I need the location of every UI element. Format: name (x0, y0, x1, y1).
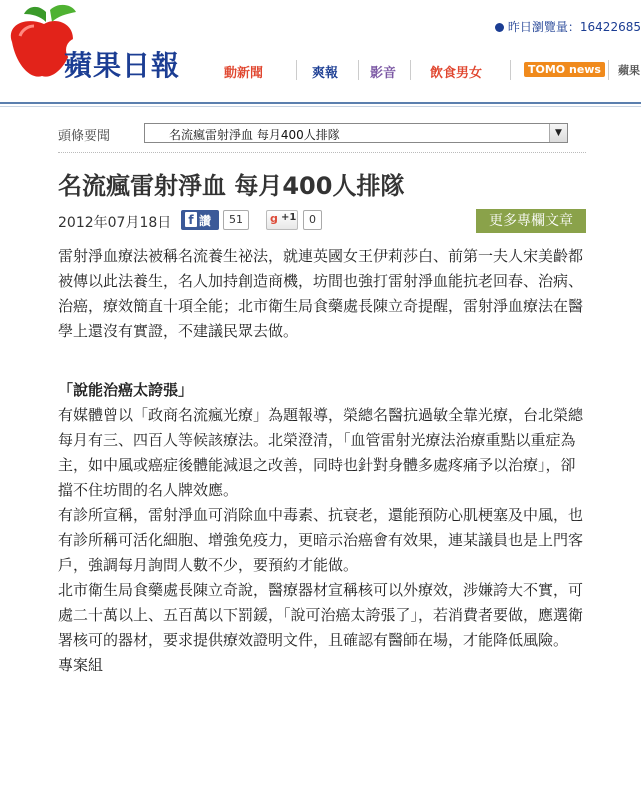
site-header (0, 0, 641, 110)
article-paragraph: 有診所宣稱，雷射淨血可消除血中毒素、抗衰老，還能預防心肌梗塞及中風，也有診所稱可活化細胞、增強免疫力，更暗示治癌會有效果，連某議員也是上門客戶，強調每月詢問人數不少，要預約才能做。 (58, 506, 584, 574)
headline-dropdown[interactable] (144, 123, 568, 143)
article-paragraph: 有媒體曾以「政商名流瘋光療」為題報導，榮總名醫抗過敏全靠光療，台北榮總每月有三、四百人等候該療法。北榮澄清，「血管雷射光療法治療重點以重症為主，如中風或癌症後體能減退之改善，同時也針對身體多處疼痛予以治療」，卻擋不住坊間的名人牌效應。 (58, 406, 584, 499)
partner-nav (200, 56, 641, 86)
nav-item-sharp-daily[interactable]: 爽報 (312, 66, 339, 81)
logo-text: 蘋果日報 (64, 49, 181, 82)
visit-counter-label: 昨日瀏覽量：16422685 (507, 20, 641, 34)
section-divider (58, 152, 586, 153)
more-columns-button[interactable]: 更多專欄文章 (476, 209, 586, 233)
header-divider (0, 106, 641, 107)
nav-divider (510, 60, 511, 80)
info-dot-icon (495, 23, 504, 32)
headline-selector-label: 頭條要聞 (58, 129, 111, 144)
google-plus-button[interactable] (266, 210, 298, 230)
article-body (58, 244, 588, 678)
apple-daily-logo[interactable] (2, 2, 202, 94)
facebook-like-label: 讚 (199, 214, 212, 228)
nav-item-animated-news[interactable]: 動新聞 (224, 66, 264, 81)
headline-dropdown-value: 名流瘋雷射淨血 每月400人排隊 (169, 128, 340, 142)
headline-selector (58, 123, 578, 145)
nav-divider (296, 60, 297, 80)
facebook-icon: f (185, 212, 197, 227)
google-plus-icon: g (270, 212, 278, 225)
google-plus-count: 0 (303, 210, 322, 230)
article-date: 2012年07月18日 (58, 215, 172, 231)
header-divider (0, 102, 641, 104)
chevron-down-icon[interactable]: ▼ (549, 124, 567, 142)
facebook-like-count: 51 (223, 210, 249, 230)
nav-item-apple[interactable]: 蘋果 (618, 64, 640, 77)
visit-counter (495, 18, 641, 35)
article-title: 名流瘋雷射淨血 每月400人排隊 (58, 172, 405, 200)
article-paragraph: 雷射淨血療法被稱名流養生祕法，就連英國女王伊莉莎白、前第一夫人宋美齡都被傳以此法養生，名人加持創造商機，坊間也強打雷射淨血能抗老回春、治病、治癌，療效簡直十項全能；北市衛生局食藥處長陳立奇提醒，雷射淨血療法在醫學上還沒有實證，不建議民眾去做。 (58, 247, 584, 340)
article-byline: 專案組 (58, 656, 104, 674)
nav-divider (410, 60, 411, 80)
google-plus-label: +1 (281, 212, 297, 223)
nav-divider (358, 60, 359, 80)
facebook-like-button[interactable] (181, 210, 219, 230)
nav-item-tomo-news[interactable]: TOMO news (524, 62, 605, 77)
nav-item-video[interactable]: 影音 (370, 66, 397, 81)
article-subheading: 「說能治癌太誇張」 (58, 381, 194, 399)
nav-divider (608, 60, 609, 80)
nav-item-eat-and-travel[interactable]: 飲食男女 (430, 66, 483, 81)
article-paragraph: 北市衛生局食藥處長陳立奇說，醫療器材宣稱核可以外療效，涉嫌誇大不實，可處二十萬以上、五百萬以下罰鍰，「說可治癌太誇張了」，若消費者要做，應選衛署核可的器材，要求提供療效證明文件，且確認有醫師在場，才能降低風險。 (58, 581, 584, 649)
